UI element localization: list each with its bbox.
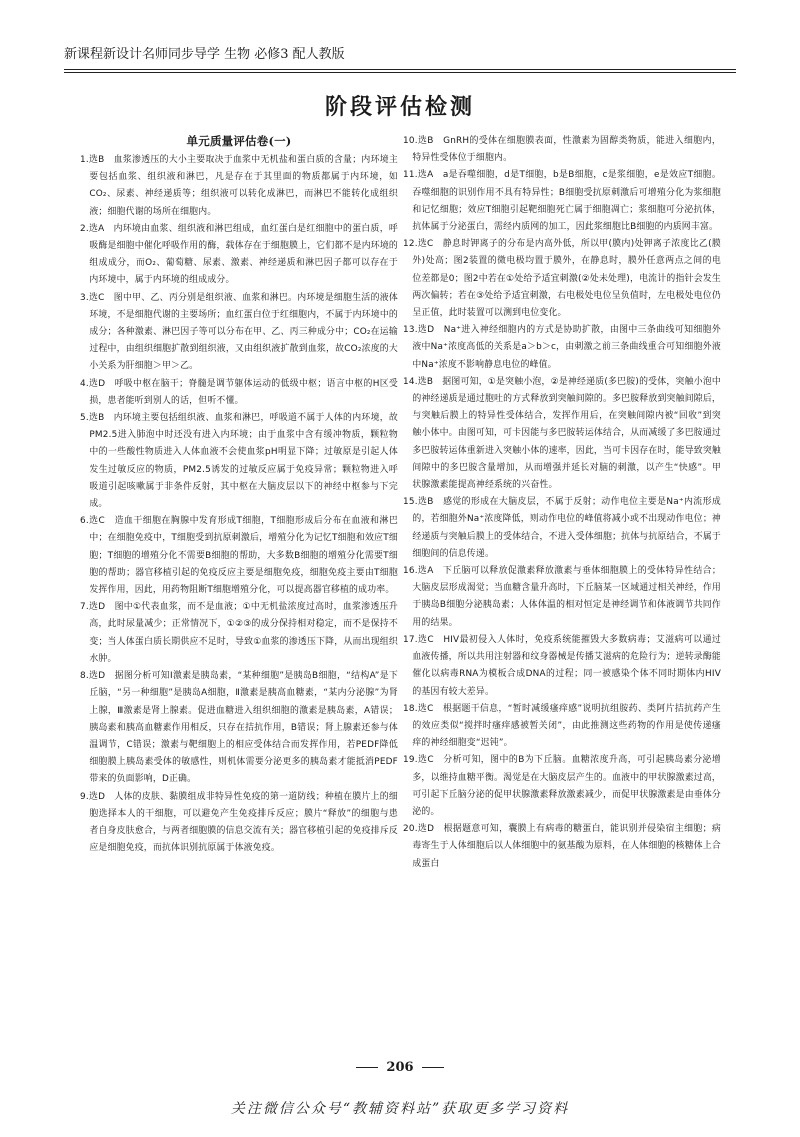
answer-item-16: 16.选A 下丘脑可以释放促激素释放激素与垂体细胞膜上的受体特异性结合；大脑皮层形成渴觉；当血糖含量升高时，下丘脑某一区域通过相关神经，作用于胰岛B细胞分泌胰岛素；人体体温的相对恒定是神经调节和体液调节共同作用的结果。 (403, 566, 721, 628)
page-title: 阶段评估检测 (324, 94, 475, 120)
answer-item-7: 7.选D 图中①代表血浆，而不是血液；①中无机盐浓度过高时，血浆渗透压升高，此时尿量减少；正常情况下，①②③的成分保持相对稳定，而不是保持不变；当人体蛋白质长期供应不足时，导致①血浆的渗透压下降，从而出现组织水肿。 (80, 602, 398, 664)
left-column (80, 130, 398, 857)
section-title: 单元质量评估卷(一) (186, 134, 292, 148)
answer-item-17: 17.选C HIV最初侵入人体时，免疫系统能摧毁大多数病毒；艾滋病可以通过血液传播，所以共用注射器和纹身器械是传播艾滋病的危险行为；逆转录酶能催化以病毒RNA为模板合成DNA的过程；同一被感染个体不同时期体内HIV的基因有较大差异。 (403, 634, 721, 697)
answer-item-5: 5.选B 内环境主要包括组织液、血浆和淋巴，呼吸道不属于人体的内环境，故PM2.5进入肺泡中时还没有进入内环境；由于血浆中含有缓冲物质，颗粒物中的一些酸性物质进入人体血液不会使血浆pH明显下降；过敏原是引起人体发生过敏反应的物质，PM2.5诱发的过敏反应属于免疫异常；颗粒物进入呼吸道引起咳嗽属于非条件反射，其中枢在大脑皮层以下的神经中枢参与下完成。 (80, 413, 398, 510)
answer-item-19: 19.选C 分析可知，图中的B为下丘脑。血糖浓度升高，可引起胰岛素分泌增多，以维持血糖平衡。渴觉是在大脑皮层产生的。血液中的甲状腺激素过高，可引起下丘脑分泌的促甲状腺激素释放激素减少，而促甲状腺激素是由垂体分泌的。 (403, 755, 721, 817)
page-number: 206 (386, 1060, 414, 1075)
answer-item-3: 3.选C 图中甲、乙、丙分别是组织液、血浆和淋巴。内环境是细胞生活的液体环境，不是细胞代谢的主要场所；血红蛋白位于红细胞内，不属于内环境中的成分；各种激素、淋巴因子等可以分布在甲、乙、丙三种成分中；CO₂在运输过程中，由组织细胞扩散到组织液，又由组织液扩散到血浆，故CO₂浓度的大小关系为肝细胞＞甲＞乙。 (80, 292, 398, 372)
answer-item-4: 4.选D 呼吸中枢在脑干；脊髓是调节躯体运动的低级中枢；语言中枢的H区受损，患者能听到别人的话，但听不懂。 (80, 378, 398, 406)
answer-item-9: 9.选D 人体的皮肤、黏膜组成非特异性免疫的第一道防线；种植在膜片上的细胞选择本人的干细胞，可以避免产生免疫排斥反应；膜片“释放”的细胞与患者自身皮肤愈合，与两者细胞膜的信息交流有关；器官移植引起的免疫排斥反应是细胞免疫，而抗体识别抗原属于体液免疫。 (80, 791, 398, 854)
answer-item-1: 1.选B 血浆渗透压的大小主要取决于血浆中无机盐和蛋白质的含量；内环境主要包括血浆、组织液和淋巴，凡是存在于其里面的物质都属于内环境，如CO₂、尿素、神经递质等；组织液可以转化成淋巴，而淋巴不能转化成组织液；细胞代谢的场所在细胞内。 (80, 155, 398, 217)
answer-item-15: 15.选B 感觉的形成在大脑皮层，不属于反射；动作电位主要是Na⁺内流形成的，若细胞外Na⁺浓度降低，则动作电位的峰值将减小或不出现动作电位；神经递质与突触后膜上的受体结合，不进入受体细胞；抗体与抗原结合，不属于细胞间的信息传递。 (403, 497, 721, 559)
answer-item-13: 13.选D Na⁺进入神经细胞内的方式是协助扩散，由图中三条曲线可知细胞外液中Na⁺浓度高低的关系是a＞b＞c，由刺激之前三条曲线重合可知细胞外液中Na⁺浓度不影响静息电位的峰值。 (403, 325, 721, 370)
running-header: 新课程新设计名师同步导学 生物 必修3 配人教版 (64, 47, 345, 62)
answer-item-10: 10.选B GnRH的受体在细胞膜表面，性激素为固醇类物质，能进入细胞内，特异性受体位于细胞内。 (403, 136, 721, 164)
answer-item-6: 6.选C 造血干细胞在胸腺中发育形成T细胞，T细胞形成后分布在血液和淋巴中；在细胞免疫中，T细胞受到抗原刺激后，增殖分化为记忆T细胞和效应T细胞；T细胞的增殖分化不需要B细胞的帮助，大多数B细胞的增殖分化需要T细胞的帮助；器官移植引起的免疫反应主要是细胞免疫，细胞免疫主要由T细胞发挥作用，因此，用药物阻断T细胞增殖分化，可以提高器官移植的成功率。 (80, 516, 398, 596)
answer-item-8: 8.选D 据图分析可知Ⅰ激素是胰岛素，“某种细胞”是胰岛B细胞，“结构A”是下丘脑，“另一种细胞”是胰岛A细胞，Ⅱ激素是胰高血糖素，“某内分泌腺”为肾上腺，Ⅲ激素是肾上腺素。促进血糖进入组织细胞的激素是胰岛素，A错误；胰岛素和胰高血糖素作用相反，只存在拮抗作用，B错误；肾上腺素还参与体温调节，C错误；激素与靶细胞上的相应受体结合而发挥作用，若PEDF降低细胞膜上胰岛素受体的敏感性，则机体需要分泌更多的胰岛素才能抵消PEDF带来的负面影响，D正确。 (80, 671, 398, 785)
right-column (403, 133, 721, 873)
page-number-dash-right (422, 1067, 444, 1068)
header-rule-thin (64, 72, 736, 73)
header-rule (64, 69, 736, 70)
answer-item-12: 12.选C 静息时钾离子的分布是内高外低，所以甲(膜内)处钾离子浓度比乙(膜外)处高；图2装置的微电极均置于膜外，在静息时，膜外任意两点之间的电位差都是0；图2中若在①处给予适宜刺激(②处未处理)，电流计的指针会发生两次偏转；若在③处给予适宜刺激，右电极处电位呈负值时，左电极处电位仍呈正值，此时装置可以测到电位变化。 (403, 239, 721, 319)
answer-item-14: 14.选B 据图可知，①是突触小泡，②是神经递质(多巴胺)的受体，突触小泡中的神经递质是通过胞吐的方式释放到突触间隙的。多巴胺释放到突触间隙后，与突触后膜上的特异性受体结合，发挥作用后，在突触间隙内被“回收”到突触小体中。由图可知，可卡因能与多巴胺转运体结合，从而减缓了多巴胺通过多巴胺转运体重新进入突触小体的速率，因此，当可卡因存在时，能导致突触间隙中的多巴胺含量增加，从而增强并延长对脑的刺激，以产生“快感”。甲状腺激素能提高神经系统的兴奋性。 (403, 376, 721, 491)
answer-item-20: 20.选D 根据题意可知，囊膜上有病毒的糖蛋白，能识别并侵染宿主细胞；病毒寄生于人体细胞后以人体细胞中的氨基酸为原料，在人体细胞的核糖体上合成蛋白 (403, 824, 721, 869)
page-number-row (0, 1060, 800, 1075)
answer-item-11: 11.选A a是吞噬细胞，d是T细胞，b是B细胞，c是浆细胞，e是效应T细胞。吞噬细胞的识别作用不具有特异性；B细胞受抗原刺激后可增殖分化为浆细胞和记忆细胞；效应T细胞引起靶细胞死亡属于细胞凋亡；浆细胞可分泌抗体，抗体属于分泌蛋白，需经内质网的加工，因此浆细胞比B细胞的内质网丰富。 (403, 170, 721, 233)
answer-item-18: 18.选C 根据题干信息，“暂时减缓瘙痒感”说明抗组胺药、类阿片拮抗药产生的效应类似“搅拌时瘙痒感被暂关闭”，由此推测这些药物的作用是使传递瘙痒的神经细胞变“迟钝”。 (403, 703, 721, 749)
footer-note: 关注微信公众号“教辅资料站”获取更多学习资料 (230, 1101, 570, 1117)
answer-item-2: 2.选A 内环境由血浆、组织液和淋巴组成，血红蛋白是红细胞中的蛋白质，呼吸酶是细胞中催化呼吸作用的酶，载体存在于细胞膜上，它们都不是内环境的组成成分，而O₂、葡萄糖、尿素、激素、神经递质和淋巴因子都可以存在于内环境中，属于内环境的组成成分。 (80, 223, 398, 286)
page-number-dash-left (356, 1067, 378, 1068)
